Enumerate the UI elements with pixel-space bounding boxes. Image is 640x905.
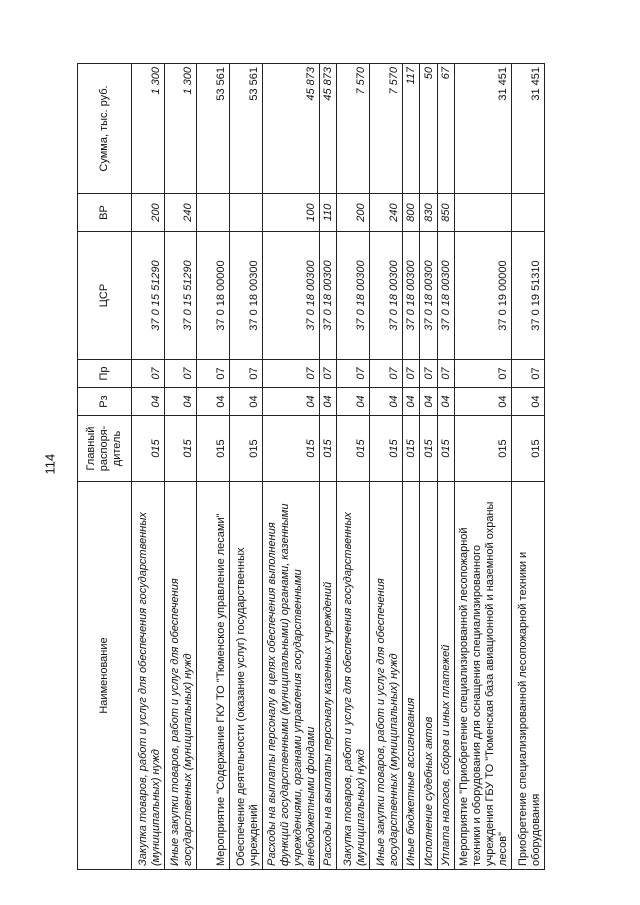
header-row: [78, 64, 132, 870]
cell-pr: 07: [402, 360, 419, 388]
cell-sum: 1 300: [132, 64, 165, 194]
cell-vr: [197, 194, 230, 232]
table-row: [437, 64, 454, 870]
cell-sum: 31 451: [454, 64, 511, 194]
cell-vr: 830: [420, 194, 437, 232]
cell-vr: 850: [437, 194, 454, 232]
cell-glavny: 015: [132, 416, 165, 482]
header-glavny: Главный распоря- дитель: [78, 416, 132, 482]
header-csr: ЦСР: [78, 232, 132, 360]
header-sum: Сумма, тыс. руб.: [78, 64, 132, 194]
cell-pr: 07: [454, 360, 511, 388]
cell-csr: 37 0 18 00300: [320, 232, 337, 360]
cell-csr: 37 0 15 51290: [132, 232, 165, 360]
cell-csr: 37 0 18 00300: [262, 232, 319, 360]
cell-sum: 7 570: [337, 64, 370, 194]
table-row: [454, 64, 511, 870]
cell-glavny: 015: [197, 416, 230, 482]
cell-rz: 04: [164, 388, 197, 416]
cell-sum: 53 561: [230, 64, 263, 194]
cell-vr: [512, 194, 545, 232]
cell-glavny: 015: [320, 416, 337, 482]
cell-name: Мероприятие "Содержание ГКУ ТО "Тюменское управление лесами": [197, 482, 230, 870]
table-row: [370, 64, 403, 870]
cell-sum: 67: [437, 64, 454, 194]
cell-glavny: 015: [437, 416, 454, 482]
cell-name: Обеспечение деятельности (оказание услуг) государственных учреждений: [230, 482, 263, 870]
cell-pr: 07: [320, 360, 337, 388]
cell-name: Иные бюджетные ассигнования: [402, 482, 419, 870]
cell-pr: 07: [262, 360, 319, 388]
cell-csr: 37 0 18 00300: [437, 232, 454, 360]
cell-rz: 04: [262, 388, 319, 416]
cell-sum: 1 300: [164, 64, 197, 194]
cell-vr: 200: [337, 194, 370, 232]
cell-glavny: 015: [164, 416, 197, 482]
cell-name: Приобретение специализированной лесопожарной техники и оборудования: [512, 482, 545, 870]
cell-vr: 240: [370, 194, 403, 232]
cell-rz: 04: [402, 388, 419, 416]
table-row: [132, 64, 165, 870]
cell-sum: 50: [420, 64, 437, 194]
cell-sum: 53 561: [197, 64, 230, 194]
cell-name: Закупка товаров, работ и услуг для обеспечения государственных (муниципальных) нужд: [132, 482, 165, 870]
cell-rz: 04: [370, 388, 403, 416]
cell-csr: 37 0 18 00300: [370, 232, 403, 360]
cell-pr: 07: [512, 360, 545, 388]
cell-csr: 37 0 18 00300: [402, 232, 419, 360]
table-row: [262, 64, 319, 870]
cell-name: Мероприятие "Приобретение специализированной лесопожарной техники и оборудования для оснащения специализированного учреждения ГБУ ТО "Тюменская база авиационной и наземной охраны лесов": [454, 482, 511, 870]
cell-glavny: 015: [454, 416, 511, 482]
cell-sum: 45 873: [262, 64, 319, 194]
header-pr: Пр: [78, 360, 132, 388]
cell-sum: 117: [402, 64, 419, 194]
cell-csr: 37 0 18 00300: [230, 232, 263, 360]
cell-name: Иные закупки товаров, работ и услуг для обеспечения государственных (муниципальных) нужд: [164, 482, 197, 870]
table-row: [320, 64, 337, 870]
cell-glavny: 015: [337, 416, 370, 482]
cell-glavny: 015: [262, 416, 319, 482]
cell-csr: 37 0 15 51290: [164, 232, 197, 360]
header-name: Наименование: [78, 482, 132, 870]
cell-sum: 31 451: [512, 64, 545, 194]
cell-pr: 07: [437, 360, 454, 388]
cell-rz: 04: [337, 388, 370, 416]
cell-pr: 07: [370, 360, 403, 388]
table-row: [164, 64, 197, 870]
cell-glavny: 015: [370, 416, 403, 482]
table-row: [420, 64, 437, 870]
budget-table: [77, 63, 545, 870]
cell-rz: 04: [197, 388, 230, 416]
cell-rz: 04: [132, 388, 165, 416]
table-row: [230, 64, 263, 870]
cell-vr: [230, 194, 263, 232]
table-row: [197, 64, 230, 870]
cell-name: Расходы на выплаты персоналу в целях обеспечения выполнения функций государственными (муниципальными) органами, казенными учреждениями, органами управления государственными внебюджетными фондами: [262, 482, 319, 870]
cell-name: Иные закупки товаров, работ и услуг для обеспечения государственных (муниципальных) нужд: [370, 482, 403, 870]
cell-vr: [454, 194, 511, 232]
table-container: [77, 64, 545, 870]
cell-name: Закупка товаров, работ и услуг для обеспечения государственных (муниципальных) нужд: [337, 482, 370, 870]
cell-pr: 07: [337, 360, 370, 388]
cell-pr: 07: [230, 360, 263, 388]
cell-glavny: 015: [512, 416, 545, 482]
table-row: [337, 64, 370, 870]
cell-pr: 07: [420, 360, 437, 388]
cell-pr: 07: [197, 360, 230, 388]
header-rz: Рз: [78, 388, 132, 416]
cell-csr: 37 0 18 00300: [420, 232, 437, 360]
cell-csr: 37 0 18 00000: [197, 232, 230, 360]
header-vr: ВР: [78, 194, 132, 232]
cell-csr: 37 0 19 00000: [454, 232, 511, 360]
cell-pr: 07: [164, 360, 197, 388]
cell-rz: 04: [437, 388, 454, 416]
cell-rz: 04: [420, 388, 437, 416]
cell-rz: 04: [512, 388, 545, 416]
cell-vr: 100: [262, 194, 319, 232]
cell-rz: 04: [320, 388, 337, 416]
cell-name: Уплата налогов, сборов и иных платежей: [437, 482, 454, 870]
cell-csr: 37 0 19 51310: [512, 232, 545, 360]
cell-vr: 800: [402, 194, 419, 232]
cell-sum: 7 570: [370, 64, 403, 194]
cell-glavny: 015: [402, 416, 419, 482]
cell-glavny: 015: [230, 416, 263, 482]
cell-glavny: 015: [420, 416, 437, 482]
cell-rz: 04: [230, 388, 263, 416]
table-row: [402, 64, 419, 870]
cell-name: Расходы на выплаты персоналу казенных учреждений: [320, 482, 337, 870]
cell-vr: 110: [320, 194, 337, 232]
cell-pr: 07: [132, 360, 165, 388]
table-row: [512, 64, 545, 870]
page-number: 114: [42, 453, 58, 475]
cell-csr: 37 0 18 00300: [337, 232, 370, 360]
cell-name: Исполнение судебных актов: [420, 482, 437, 870]
cell-sum: 45 873: [320, 64, 337, 194]
cell-rz: 04: [454, 388, 511, 416]
cell-vr: 240: [164, 194, 197, 232]
cell-vr: 200: [132, 194, 165, 232]
